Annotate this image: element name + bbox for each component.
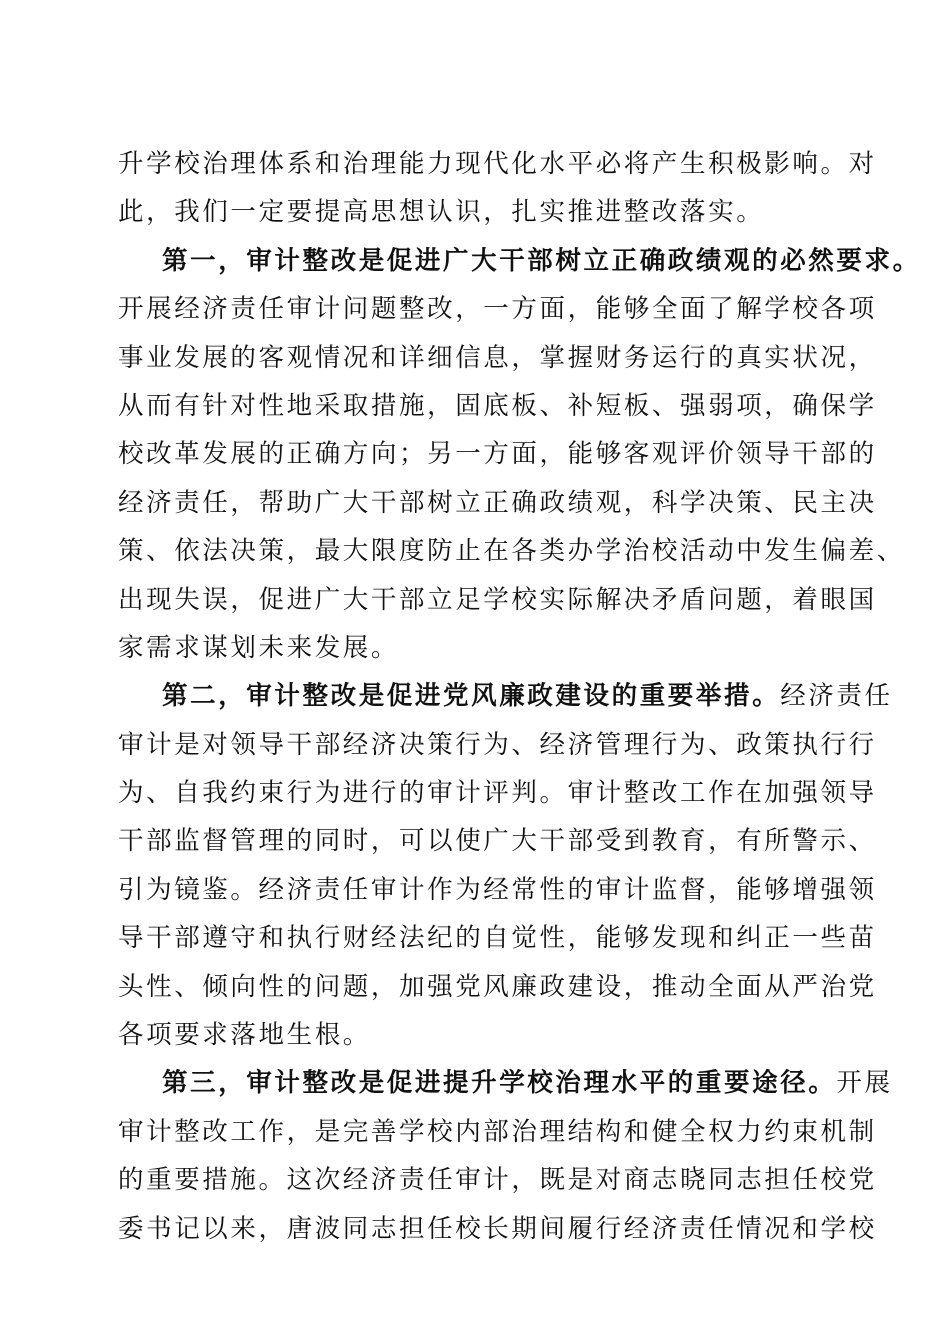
text-line: 升学校治理体系和治理能力现代化水平必将产生积极影响。对 (118, 149, 877, 179)
text-line: 引为镜鉴。经济责任审计作为经常性的审计监督，能够增强领 (118, 874, 877, 905)
text-line: 经济责任，帮助广大干部树立正确政绩观，科学决策、民主决 (118, 487, 877, 518)
text-line: 家需求谋划未来发展。 (118, 632, 400, 663)
text-line: 校改革发展的正确方向；另一方面，能够客观评价领导干部的 (118, 439, 877, 470)
text-line: 审计是对领导干部经济决策行为、经济管理行为、政策执行行 (118, 729, 877, 760)
paragraph-heading-1: 第一，审计整改是促进广大干部树立正确政绩观的必然要求。 (162, 245, 921, 276)
text-line: 事业发展的客观情况和详细信息，掌握财务运行的真实状况， (118, 342, 877, 373)
text-line: 头性、倾向性的问题，加强党风廉政建设，推动全面从严治党 (118, 971, 877, 1002)
text-line: 策、依法决策，最大限度防止在各类办学治校活动中发生偏差、 (118, 536, 905, 567)
paragraph-heading-line (118, 672, 893, 720)
text-line: 为、自我约束行为进行的审计评判。审计整改工作在加强领导 (118, 778, 877, 809)
paragraph-heading-line (118, 1059, 893, 1107)
body-text (118, 140, 921, 1253)
text-line: 审计整改工作，是完善学校内部治理结构和健全权力约束机制 (118, 1116, 877, 1147)
paragraph-heading-line (118, 237, 921, 285)
text-line: 开展经济责任审计问题整改，一方面，能够全面了解学校各项 (118, 294, 877, 325)
paragraph-heading-3: 第三，审计整改是促进提升学校治理水平的重要途径。 (162, 1068, 837, 1099)
text-line: 此，我们一定要提高思想认识，扎实推进整改落实。 (118, 197, 765, 228)
text-line: 各项要求落地生根。 (118, 1020, 371, 1051)
text-segment: 开展 (836, 1068, 893, 1099)
text-line: 的重要措施。这次经济责任审计，既是对商志晓同志担任校党 (118, 1165, 877, 1196)
paragraph-heading-2: 第二，审计整改是促进党风廉政建设的重要举措。 (162, 681, 781, 712)
text-line: 导干部遵守和执行财经法纪的自觉性，能够发现和纠正一些苗 (118, 923, 877, 954)
text-line: 委书记以来，唐波同志担任校长期间履行经济责任情况和学校 (118, 1213, 877, 1244)
text-segment: 经济责任 (780, 681, 893, 712)
text-line: 干部监督管理的同时，可以使广大干部受到教育，有所警示、 (118, 826, 877, 857)
text-line: 从而有针对性地采取措施，固底板、补短板、强弱项，确保学 (118, 390, 877, 421)
text-line: 出现失误，促进广大干部立足学校实际解决矛盾问题，着眼国 (118, 584, 877, 615)
